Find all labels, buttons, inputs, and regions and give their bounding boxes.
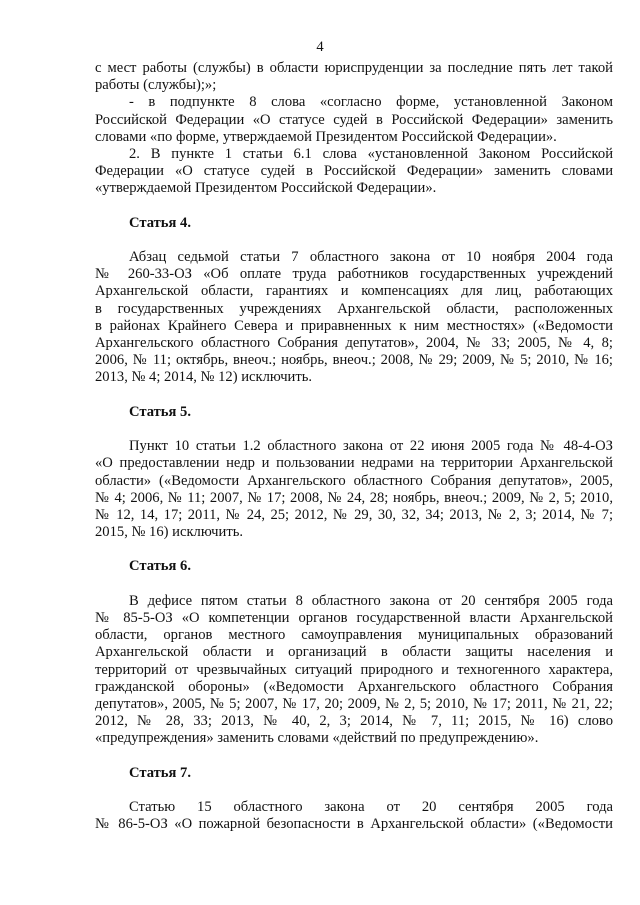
text-line: «предупреждения» заменить словами «действий по предупреждению». — [95, 730, 539, 747]
text-line: № 12, 14, 17; 2011, № 24, 25; 2012, № 29, 30, 32, 34; 2013, № 2, 3; 2014, № 7; — [95, 506, 613, 523]
text-line: с мест работы (службы) в области юриспруденции за последние пять лет такой — [95, 60, 613, 76]
text-line: 2013, № 4; 2014, № 12) исключить. — [95, 369, 313, 386]
paragraph-gap — [95, 198, 613, 215]
text-line: Архангельского областного Собрания депутатов», 2004, № 33; 2005, № 4, 8; — [95, 335, 613, 351]
article-heading: Статья 5. — [129, 403, 191, 420]
text-line: № 86-5-ОЗ «О пожарной безопасности в Архангельской области» («Ведомости — [95, 816, 613, 833]
text-line: Российской Федерации «О статусе судей в Российской Федерации» заменить — [95, 111, 613, 128]
text-line: 2006, № 11; октябрь, внеоч.; ноябрь, внеоч.; 2008, № 29; 2009, № 5; 2010, № 16; — [95, 352, 613, 369]
text-line: территорий от чрезвычайных ситуаций природного и техногенного характера, — [95, 661, 613, 678]
text-line: Пункт 10 статьи 1.2 областного закона от 22 июня 2005 года № 48-4-ОЗ — [129, 438, 613, 455]
document-body — [95, 60, 613, 833]
text-line: «утверждаемой Президентом Российской Федерации». — [95, 180, 437, 197]
text-line: Абзац седьмой статьи 7 областного закона от 10 ноября 2004 года — [129, 249, 613, 266]
text-line: области, органов местного самоуправления муниципальных образований — [95, 627, 613, 644]
text-line: гражданской обороны» («Ведомости Архангельского областного Собрания — [95, 678, 613, 695]
text-line: № 4; 2006, № 11; 2007, № 17; 2008, № 24, 28; ноябрь, внеоч.; 2009, № 2, 5; 2010, — [95, 489, 613, 506]
article-heading: Статья 6. — [129, 558, 191, 575]
paragraph-gap — [95, 232, 613, 249]
text-line: в районах Крайнего Севера и приравненных к ним местностях» («Ведомости — [95, 317, 613, 334]
text-line: Статью 15 областного закона от 20 сентября 2005 года — [129, 799, 613, 816]
paragraph-gap — [95, 576, 613, 593]
text-line: «О предоставлении недр и пользовании недрами на территории Архангельской — [95, 455, 613, 472]
paragraph-gap — [95, 748, 613, 765]
text-line: Федерации «О статусе судей в Российской Федерации» заменить словами — [95, 163, 613, 180]
paragraph-gap — [95, 387, 613, 404]
text-line: Архангельской области, гарантиях и компенсациях для лиц, работающих — [95, 283, 613, 300]
paragraph-gap — [95, 782, 613, 799]
text-line: области» («Ведомости Архангельского областного Собрания депутатов», 2005, — [95, 472, 613, 489]
text-line: В дефисе пятом статьи 8 областного закона от 20 сентября 2005 года — [129, 592, 613, 609]
article-heading: Статья 4. — [129, 214, 191, 231]
text-line: 2. В пункте 1 статьи 6.1 слова «установленной Законом Российской — [129, 145, 613, 162]
text-line: работы (службы);»; — [95, 77, 217, 94]
page-number: 4 — [316, 39, 324, 55]
text-line: в государственных учреждениях Архангельской области, расположенных — [95, 300, 613, 317]
text-line: депутатов», 2005, № 5; 2007, № 17, 20; 2009, № 2, 5; 2010, № 17; 2011, № 21, 22; — [95, 695, 613, 712]
text-line: - в подпункте 8 слова «согласно форме, установленной Законом — [129, 94, 613, 111]
text-line: № 85-5-ОЗ «О компетенции органов государственной власти Архангельской — [95, 610, 613, 626]
paragraph-gap — [95, 541, 613, 558]
paragraph-gap — [95, 421, 613, 438]
text-line: Архангельской области и организаций в области защиты населения и — [95, 644, 613, 661]
text-line: № 260-33-ОЗ «Об оплате труда работников государственных учреждений — [95, 266, 613, 283]
article-heading: Статья 7. — [129, 764, 191, 781]
text-line: 2012, № 28, 33; 2013, № 40, 2, 3; 2014, № 7, 11; 2015, № 16) слово — [95, 713, 613, 730]
text-line: 2015, № 16) исключить. — [95, 524, 243, 541]
text-line: словами «по форме, утверждаемой Президентом Российской Федерации». — [95, 128, 557, 145]
